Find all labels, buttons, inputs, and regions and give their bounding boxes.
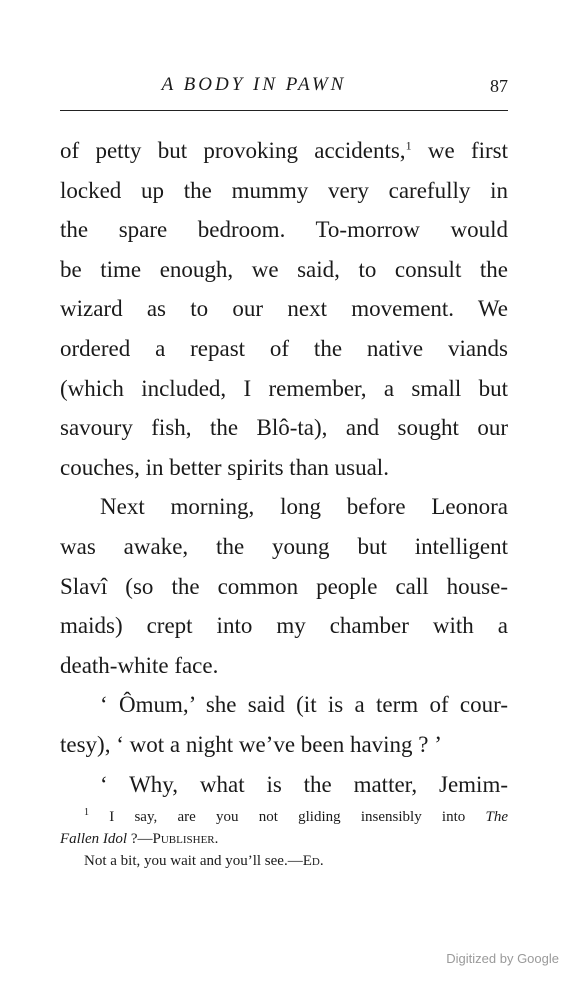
text-line: locked up the mummy very carefully in	[60, 177, 508, 203]
footnote-line: $^1$ I say, are you not gliding insensibly into The	[84, 807, 508, 825]
text-line: Slavî (so the common people call house-	[60, 573, 508, 599]
footnotes	[60, 806, 508, 872]
body-text	[60, 131, 508, 804]
header-rule	[60, 110, 508, 111]
text-line: maids) crept into my chamber with a	[60, 613, 508, 639]
text-line: the spare bedroom. To-morrow would	[60, 217, 508, 243]
text-line: ‘ Ômum,’ she said (it is a term of cour-	[100, 692, 508, 718]
text-line: ‘ Why, what is the matter, Jemim-	[100, 771, 508, 797]
digitized-watermark: Digitized by Google	[446, 951, 559, 966]
footnote-reference: 1	[405, 138, 412, 153]
page-header	[60, 72, 508, 106]
footnote-line: Not a bit, you wait and you’ll see.—Ed.	[84, 853, 324, 869]
text-line: of petty but provoking accidents,$^1$ we first	[60, 138, 509, 163]
text-line: be time enough, we said, to consult the	[60, 256, 508, 282]
text-line: was awake, the young but intelligent	[60, 533, 508, 559]
running-head: A BODY IN PAWN	[161, 74, 347, 95]
text-line: (which included, I remember, a small but	[60, 375, 508, 401]
page-number: 87	[490, 76, 508, 96]
text-line: ordered a repast of the native viands	[60, 335, 508, 361]
text-line: couches, in better spirits than usual.	[60, 454, 389, 480]
footnote-marker: 1	[84, 807, 89, 818]
text-line: wizard as to our next movement. We	[60, 296, 508, 322]
text-line: Next morning, long before Leonora	[100, 494, 508, 520]
text-line: death-white face.	[60, 652, 219, 678]
text-line: savoury fish, the Blô-ta), and sought our	[60, 415, 508, 441]
footnote-line: Fallen Idol ?—Publisher.	[60, 831, 219, 847]
text-line: tesy), ‘ wot a night we’ve been having ? ’	[60, 731, 442, 757]
